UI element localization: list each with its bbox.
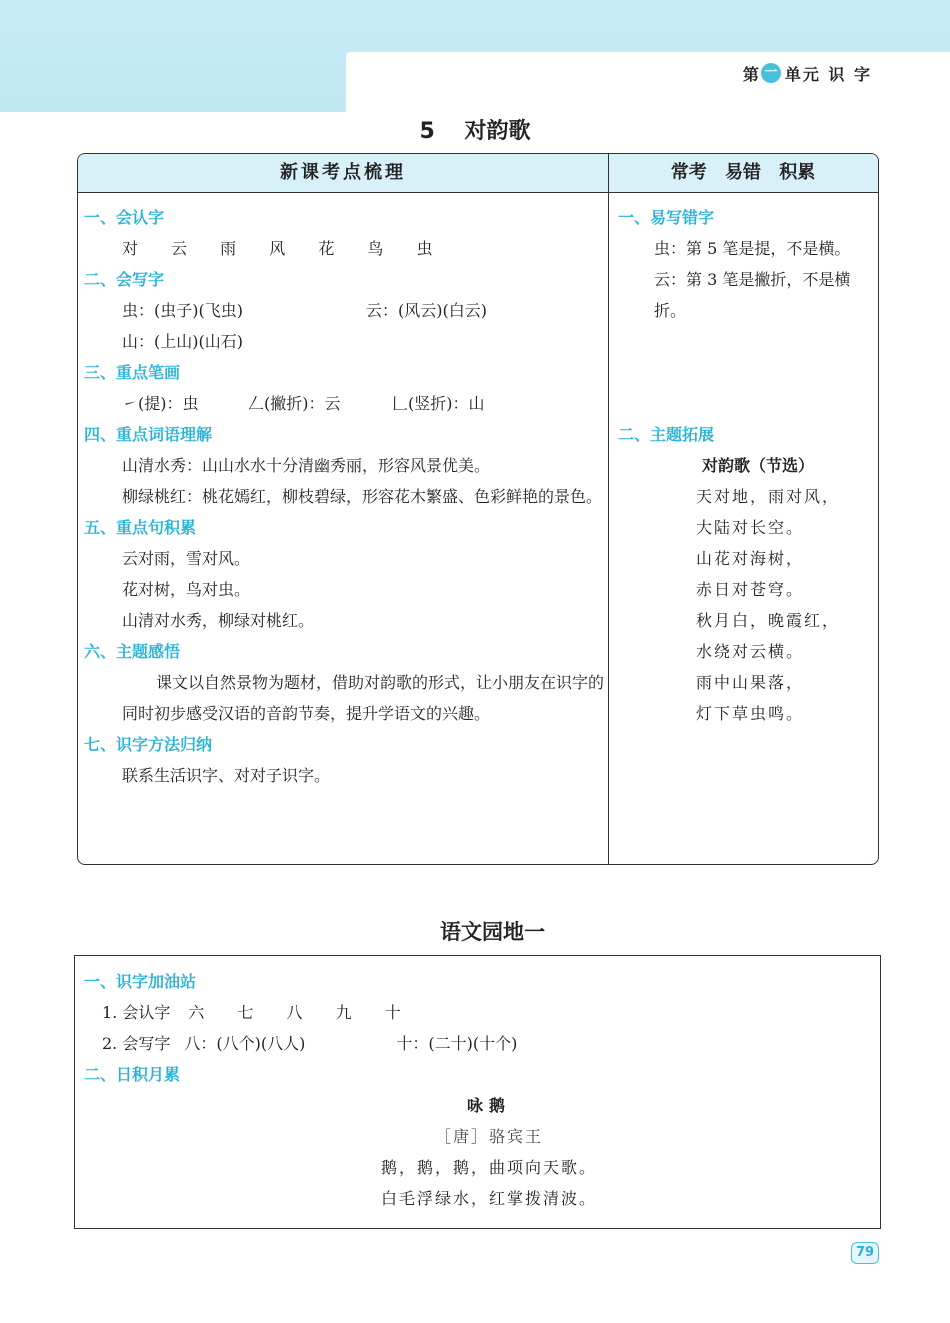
word-meaning: 山清水秀：山山水水十分清幽秀丽，形容风景优美。 (122, 456, 491, 475)
poem-title: 对韵歌（节选） (702, 456, 815, 475)
key-sentence: 山清对水秀，柳绿对桃红。 (122, 611, 315, 630)
poem-line: 秋月白，晚霞红， (696, 611, 841, 630)
poem-title: 咏鹅 (466, 1096, 511, 1115)
item-label: 2. 会写字 (102, 1034, 171, 1053)
recognize-chars: 对 云 雨 风 花 鸟 虫 (122, 239, 447, 258)
write-char-item: 山：(上山)(山石) (122, 332, 243, 351)
unit-suffix: 单元 识 字 (784, 64, 872, 84)
error-note: 虫：第 5 笔是提，不是横。 (654, 239, 851, 258)
method-text: 联系生活识字、对对子识字。 (122, 766, 331, 785)
section-title: 一、会认字 (84, 208, 165, 227)
poem-author: ［唐］骆宾王 (434, 1127, 543, 1146)
poem-line: 山花对海树， (696, 549, 805, 568)
unit-label (743, 60, 872, 86)
section-title: 四、重点词语理解 (84, 425, 213, 444)
poem-line: 赤日对苍穹。 (696, 580, 805, 599)
table-header-row (78, 154, 878, 193)
error-note: 云：第 3 笔是撇折，不是横折。 (654, 270, 851, 320)
item-chars: 六 七 八 九 十 (188, 1003, 415, 1022)
lesson-title (0, 114, 950, 145)
stroke-item: (竖折)：山 (408, 394, 485, 413)
poem-line: 白毛浮绿水，红掌拨清波。 (380, 1189, 597, 1208)
section-title: 一、易写错字 (618, 208, 715, 227)
section-title: 二、主题拓展 (618, 425, 715, 444)
strokes-line (84, 388, 604, 419)
poem-line: 雨中山果落， (696, 673, 805, 692)
stroke-item: (撇折)：云 (264, 394, 341, 413)
item-words: 十：(二十)(十个) (396, 1034, 518, 1053)
stroke-glyph: 𠃋 (248, 394, 265, 413)
stroke-glyph: ㇀ (122, 394, 139, 413)
section-title: 三、重点笔画 (84, 363, 181, 382)
poem-line: 大陆对长空。 (696, 518, 805, 537)
left-column (84, 202, 604, 791)
unit-number-badge: 一 (761, 63, 781, 83)
garden-content (84, 966, 874, 1214)
theme-text: 课文以自然景物为题材，借助对韵歌的形式，让小朋友在识字的同时初步感受汉语的音韵节奏，提升学语文的兴趣。 (122, 673, 605, 723)
lesson-name: 对韵歌 (464, 119, 531, 144)
section-title: 六、主题感悟 (84, 642, 181, 661)
right-column-header: 常考 易错 积累 (670, 162, 816, 183)
poem-line: 天对地，雨对风， (696, 487, 841, 506)
garden-box (74, 955, 881, 1229)
section-title: 二、会写字 (84, 270, 165, 289)
item-words: 八：(八个)(八人) (184, 1034, 306, 1053)
section-title: 五、重点句积累 (84, 518, 197, 537)
section-title: 七、识字方法归纳 (84, 735, 213, 754)
garden-item (84, 1028, 874, 1059)
page-number: 79 (851, 1242, 879, 1264)
right-column (618, 202, 878, 729)
stroke-glyph: 𠃊 (392, 394, 409, 413)
poem-line: 水绕对云横。 (696, 642, 805, 661)
unit-prefix: 第 (742, 64, 759, 84)
section-title: 一、识字加油站 (84, 972, 197, 991)
item-label: 1. 会认字 (102, 1003, 171, 1022)
write-char-item: 虫：(虫子)(飞虫) (122, 301, 243, 320)
garden-title: 语文园地一 (440, 920, 545, 944)
word-meaning: 柳绿桃红：桃花嫣红，柳枝碧绿，形容花木繁盛、色彩鲜艳的景色。 (122, 487, 603, 506)
poem-line: 灯下草虫鸣。 (696, 704, 805, 723)
garden-item (84, 997, 874, 1028)
key-sentence: 云对雨，雪对风。 (122, 549, 251, 568)
section-title: 二、日积月累 (84, 1065, 181, 1084)
spacer (618, 326, 878, 419)
left-column-header: 新课考点梳理 (280, 162, 406, 183)
write-chars-line (84, 295, 604, 326)
poem-line: 鹅，鹅，鹅，曲项向天歌。 (380, 1158, 597, 1177)
lesson-summary-table (77, 153, 879, 865)
key-sentence: 花对树，鸟对虫。 (122, 580, 251, 599)
stroke-item: (提)：虫 (138, 394, 199, 413)
column-divider (608, 154, 609, 864)
write-char-item: 云：(风云)(白云) (366, 301, 487, 320)
lesson-number: 5 (419, 119, 435, 144)
